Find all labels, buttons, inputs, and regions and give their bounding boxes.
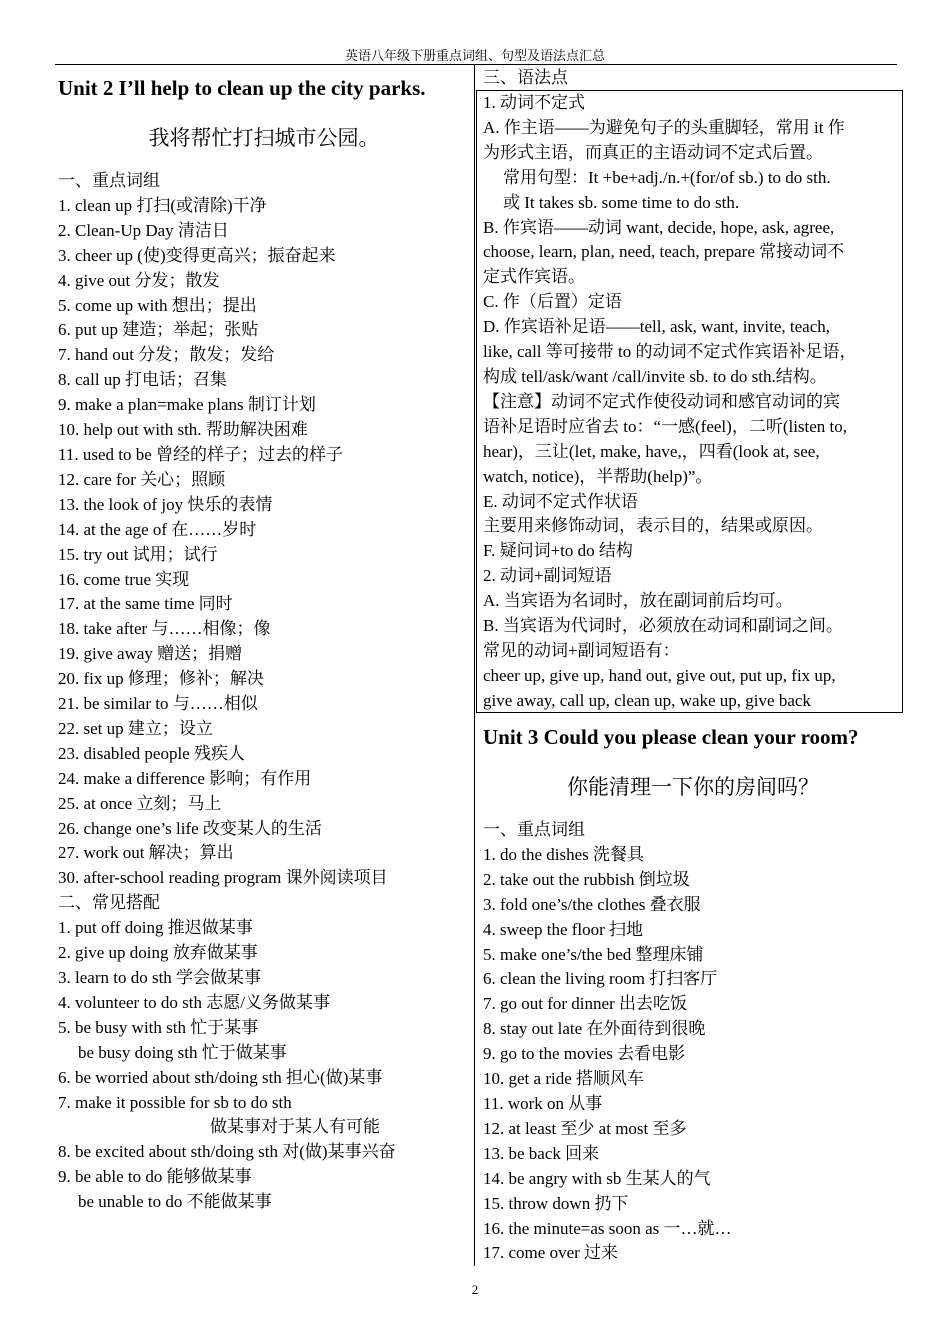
list-item: 7. hand out 分发；散发；发给 bbox=[58, 345, 275, 365]
list-item: be unable to do 不能做某事 bbox=[78, 1192, 272, 1212]
grammar-line: B. 当宾语为代词时，必须放在动词和副词之间。 bbox=[483, 616, 843, 636]
list-item: 2. Clean-Up Day 清洁日 bbox=[58, 220, 229, 240]
list-item: 1. clean up 打扫(或清除)干净 bbox=[58, 195, 267, 215]
list-item: be busy doing sth 忙于做某事 bbox=[78, 1042, 287, 1062]
grammar-line: choose, learn, plan, need, teach, prepare 常接动词不 bbox=[483, 242, 845, 262]
list-item: 26. change one’s life 改变某人的生活 bbox=[58, 818, 322, 838]
list-item: 19. give away 赠送；捐赠 bbox=[58, 644, 243, 664]
grammar-line: 1. 动词不定式 bbox=[483, 93, 585, 112]
list-item: 7. make it possible for sb to do sth bbox=[58, 1092, 292, 1112]
grammar-line: D. 作宾语补足语——tell, ask, want, invite, teach, bbox=[483, 317, 831, 337]
grammar-line: cheer up, give up, hand out, give out, put up, fix up, bbox=[483, 665, 836, 685]
list-item: 12. care for 关心；照顾 bbox=[58, 469, 226, 489]
list-item: 23. disabled people 残疾人 bbox=[58, 743, 245, 763]
section-heading: 一、重点词组 bbox=[58, 171, 160, 190]
grammar-line: 2. 动词+副词短语 bbox=[483, 566, 612, 586]
list-item: 10. help out with sth. 帮助解决困难 bbox=[58, 420, 308, 440]
header-rule bbox=[55, 64, 897, 65]
section-heading: 二、常见搭配 bbox=[58, 893, 160, 913]
list-item: 4. give out 分发；散发 bbox=[58, 270, 220, 290]
list-item: 13. be back 回来 bbox=[483, 1143, 600, 1163]
column-divider bbox=[474, 64, 475, 1266]
grammar-line: 为形式主语，而真正的主语动词不定式后置。 bbox=[483, 142, 823, 162]
list-item: 5. come up with 想出；提出 bbox=[58, 295, 257, 315]
list-item: 1. put off doing 推迟做某事 bbox=[58, 918, 253, 938]
list-item: 1. do the dishes 洗餐具 bbox=[483, 844, 645, 864]
list-item: 6. clean the living room 打扫客厅 bbox=[483, 969, 718, 989]
grammar-heading: 三、语法点 bbox=[483, 68, 568, 87]
unit3-title: Unit 3 Could you please clean your room? bbox=[483, 725, 859, 749]
list-item: 15. throw down 扔下 bbox=[483, 1193, 629, 1213]
grammar-line: C. 作（后置）定语 bbox=[483, 292, 622, 312]
list-item: 21. be similar to 与……相似 bbox=[58, 694, 258, 714]
list-item: 14. at the age of 在……岁时 bbox=[58, 519, 257, 539]
list-item: 17. at the same time 同时 bbox=[58, 594, 233, 614]
list-item: 18. take after 与……相像；像 bbox=[58, 619, 271, 639]
grammar-line: give away, call up, clean up, wake up, give back bbox=[483, 690, 811, 710]
unit2-phrase-list bbox=[58, 194, 470, 891]
grammar-line: 构成 tell/ask/want /call/invite sb. to do sth.结构。 bbox=[483, 366, 827, 386]
grammar-line: E. 动词不定式作状语 bbox=[483, 491, 638, 511]
list-item: 8. stay out late 在外面待到很晚 bbox=[483, 1019, 706, 1039]
list-item: 12. at least 至少 at most 至多 bbox=[483, 1118, 687, 1138]
unit2-title: Unit 2 I’ll help to clean up the city parks. bbox=[58, 76, 426, 100]
list-item: 17. come over 过来 bbox=[483, 1243, 619, 1263]
grammar-line: 定式作宾语。 bbox=[483, 267, 585, 287]
list-item: 30. after-school reading program 课外阅读项目 bbox=[58, 868, 388, 888]
list-item: 6. put up 建造；举起；张贴 bbox=[58, 320, 259, 340]
grammar-line: 常用句型：It +be+adj./n.+(for/of sb.) to do sth. bbox=[503, 167, 831, 187]
list-item: 5. make one’s/the bed 整理床铺 bbox=[483, 944, 704, 964]
list-item: 3. cheer up (使)变得更高兴；振奋起来 bbox=[58, 245, 336, 265]
list-item: 8. call up 打电话；召集 bbox=[58, 370, 228, 390]
list-item: 6. be worried about sth/doing sth 担心(做)某事 bbox=[58, 1067, 383, 1087]
list-item: 9. go to the movies 去看电影 bbox=[483, 1044, 686, 1064]
list-item: 27. work out 解决；算出 bbox=[58, 843, 234, 863]
list-item: 22. set up 建立；设立 bbox=[58, 718, 213, 738]
grammar-line: A. 当宾语为名词时，放在副词前后均可。 bbox=[483, 591, 793, 611]
list-item: 14. be angry with sb 生某人的气 bbox=[483, 1168, 711, 1188]
unit3-column bbox=[483, 722, 903, 1266]
unit2-collocation-list bbox=[58, 916, 470, 1215]
list-item: 8. be excited about sth/doing sth 对(做)某事兴奋 bbox=[58, 1142, 396, 1162]
grammar-line: B. 作宾语——动词 want, decide, hope, ask, agree, bbox=[483, 217, 835, 237]
list-item: 做某事对于某人有可能 bbox=[210, 1117, 380, 1137]
unit3-phrase-list bbox=[483, 843, 903, 1266]
list-item: 9. make a plan=make plans 制订计划 bbox=[58, 395, 316, 415]
list-item: 16. the minute=as soon as 一…就… bbox=[483, 1218, 732, 1238]
grammar-line: like, call 等可接带 to 的动词不定式作宾语补足语， bbox=[483, 342, 857, 362]
list-item: 4. volunteer to do sth 志愿/义务做某事 bbox=[58, 992, 330, 1012]
grammar-line: 【注意】动词不定式作使役动词和感官动词的宾 bbox=[483, 391, 840, 411]
grammar-heading-wrap bbox=[483, 66, 897, 91]
grammar-line: A. 作主语——为避免句子的头重脚轻，常用 it 作 bbox=[483, 117, 845, 137]
list-item: 2. give up doing 放弃做某事 bbox=[58, 943, 258, 963]
grammar-line: F. 疑问词+to do 结构 bbox=[483, 541, 633, 561]
list-item: 20. fix up 修理；修补；解决 bbox=[58, 669, 264, 689]
list-item: 13. the look of joy 快乐的表情 bbox=[58, 494, 273, 514]
grammar-line: hear)，三让(let, make, have,，四看(look at, see, bbox=[483, 441, 820, 461]
grammar-content bbox=[483, 91, 893, 714]
unit2-column bbox=[58, 73, 470, 1215]
grammar-line: 或 It takes sb. some time to do sth. bbox=[503, 192, 740, 212]
list-item: 3. learn to do sth 学会做某事 bbox=[58, 968, 262, 987]
grammar-line: watch, notice)，半帮助(help)”。 bbox=[483, 466, 713, 486]
grammar-line: 语补足语时应省去 to：“一感(feel)，二听(listen to, bbox=[483, 416, 848, 436]
list-item: 4. sweep the floor 扫地 bbox=[483, 919, 644, 939]
page-header: 英语八年级下册重点词组、句型及语法点汇总 bbox=[344, 48, 605, 63]
list-item: 25. at once 立刻；马上 bbox=[58, 793, 222, 813]
list-item: 16. come true 实现 bbox=[58, 569, 190, 589]
unit2-subtitle: 我将帮忙打扫城市公园。 bbox=[148, 126, 380, 150]
list-item: 9. be able to do 能够做某事 bbox=[58, 1167, 252, 1187]
list-item: 11. work on 从事 bbox=[483, 1093, 603, 1113]
list-item: 7. go out for dinner 出去吃饭 bbox=[483, 994, 687, 1014]
unit3-subtitle: 你能清理一下你的房间吗？ bbox=[567, 775, 819, 799]
list-item: 2. take out the rubbish 倒垃圾 bbox=[483, 869, 690, 889]
list-item: 15. try out 试用；试行 bbox=[58, 544, 218, 564]
list-item: 5. be busy with sth 忙于某事 bbox=[58, 1017, 259, 1037]
list-item: 11. used to be 曾经的样子；过去的样子 bbox=[58, 444, 344, 464]
page-number: 2 bbox=[471, 1282, 479, 1297]
grammar-line: 常见的动词+副词短语有： bbox=[483, 640, 680, 660]
grammar-line: 主要用来修饰动词，表示目的，结果或原因。 bbox=[483, 516, 823, 536]
list-item: 24. make a difference 影响；有作用 bbox=[58, 768, 312, 788]
section-heading: 一、重点词组 bbox=[483, 820, 585, 839]
list-item: 3. fold one’s/the clothes 叠衣服 bbox=[483, 894, 701, 914]
list-item: 10. get a ride 搭顺风车 bbox=[483, 1069, 644, 1089]
